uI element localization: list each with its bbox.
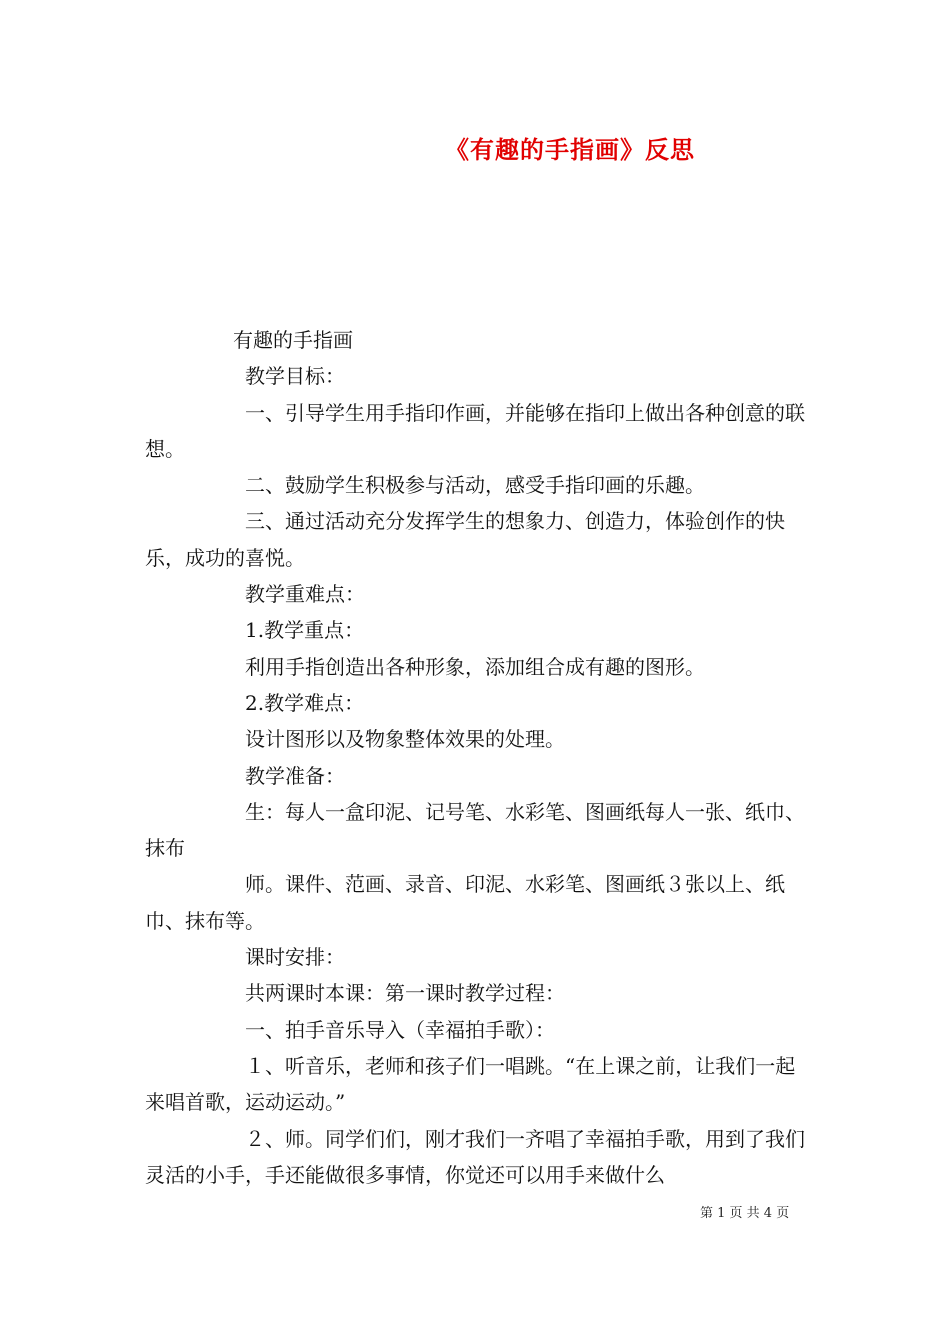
paragraph: 一、拍手音乐导入（幸福拍手歌）：: [245, 1017, 555, 1042]
paragraph: 1.教学重点：: [245, 618, 365, 643]
paragraph: １、听音乐，老师和孩子们一唱跳。“在上课之前，让我们一起来唱首歌，运动运动。”: [145, 1053, 796, 1115]
paragraph: 师。课件、范画、录音、印泥、水彩笔、图画纸３张以上、纸巾、抹布等。: [145, 872, 785, 933]
paragraph: 教学目标：: [245, 364, 345, 389]
paragraph: 一、引导学生用手指印作画，并能够在指印上做出各种创意的联想。: [145, 400, 805, 461]
document-body: [145, 322, 815, 1193]
paragraph: 设计图形以及物象整体效果的处理。: [245, 727, 565, 752]
paragraph: 生：每人一盒印泥、记号笔、水彩笔、图画纸每人一张、纸巾、抹布: [145, 799, 805, 861]
paragraph: ２、师。同学们们，刚才我们一齐唱了幸福拍手歌，用到了我们灵活的小手，手还能做很多事情，你觉还可以用手来做什么: [145, 1126, 805, 1187]
page-number-footer: 第 1 页 共 4 页: [700, 1206, 790, 1221]
paragraph-subtitle: 有趣的手指画: [233, 328, 353, 352]
paragraph: 教学准备：: [245, 763, 345, 788]
paragraph: 教学重难点：: [245, 582, 365, 607]
paragraph: 课时安排：: [245, 945, 345, 970]
paragraph: 三、通过活动充分发挥学生的想象力、创造力，体验创作的快乐，成功的喜悦。: [145, 509, 785, 570]
paragraph: 利用手指创造出各种形象，添加组合成有趣的图形。: [245, 654, 705, 679]
paragraph: 2.教学难点：: [245, 690, 365, 715]
page-title: 《有趣的手指画》反思: [445, 135, 695, 164]
paragraph: 二、鼓励学生积极参与活动，感受手指印画的乐趣。: [245, 473, 705, 498]
paragraph: 共两课时本课：第一课时教学过程：: [245, 981, 565, 1006]
